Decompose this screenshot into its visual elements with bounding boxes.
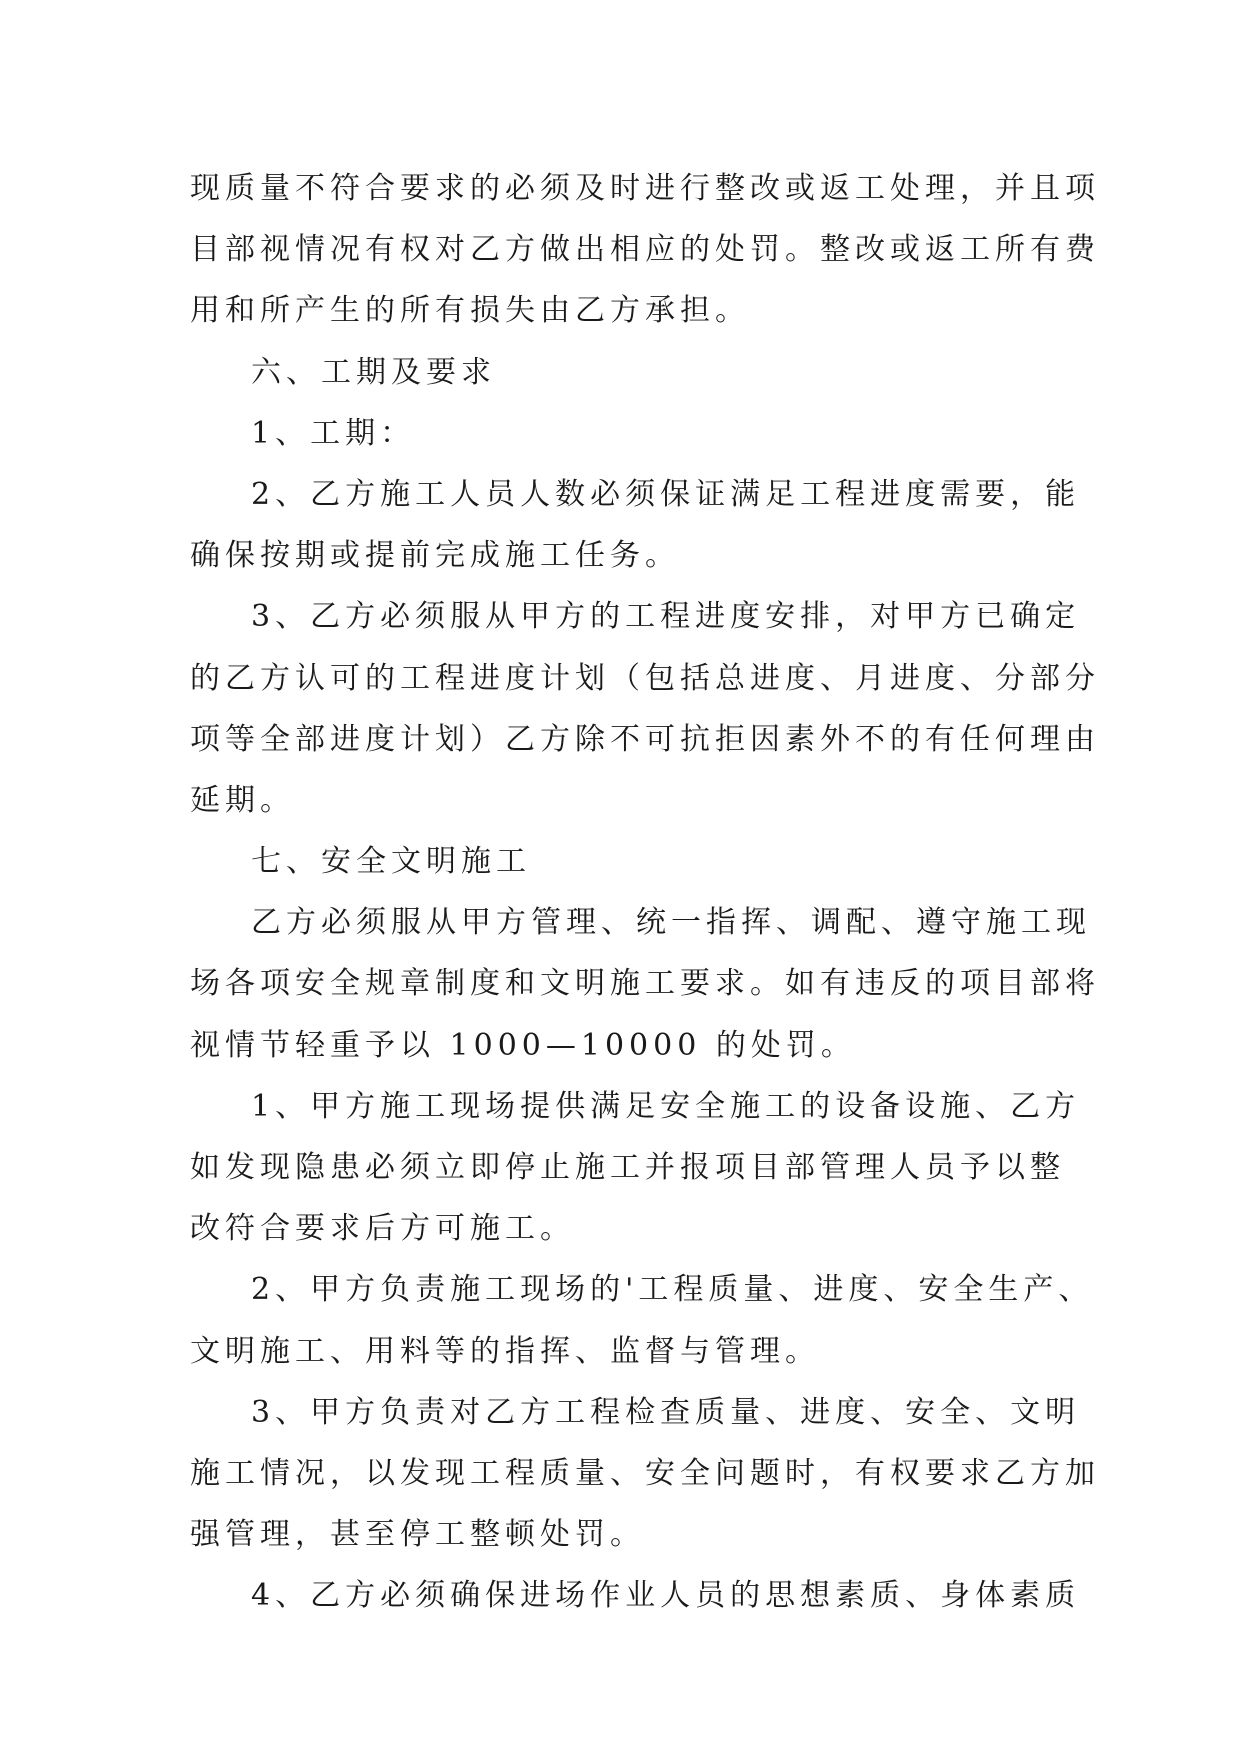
text-line: 强管理，甚至停工整顿处罚。 [190,1517,645,1553]
section-heading-7: 七、安全文明施工 [251,844,531,880]
text-line: 文明施工、用料等的指挥、监督与管理。 [190,1333,820,1369]
text-line: 场各项安全规章制度和文明施工要求。如有违反的项目部将 [190,966,1100,1002]
text-line: 2、乙方施工人员人数必须保证满足工程进度需要，能 [251,476,1081,512]
text-line: 3、甲方负责对乙方工程检查质量、进度、安全、文明 [251,1394,1081,1430]
text-line: 视情节轻重予以 1000—10000 的处罚。 [190,1027,856,1063]
text-line: 1、甲方施工现场提供满足安全施工的设备设施、乙方 [251,1088,1081,1124]
section-heading-6: 六、工期及要求 [251,354,496,390]
text-line: 用和所产生的所有损失由乙方承担。 [190,293,750,329]
text-line: 4、乙方必须确保进场作业人员的思想素质、身体素质 [251,1578,1081,1614]
text-line: 的乙方认可的工程进度计划（包括总进度、月进度、分部分 [190,660,1100,696]
text-line: 如发现隐患必须立即停止施工并报项目部管理人员予以整 [190,1150,1065,1185]
text-line: 2、甲方负责施工现场的'工程质量、进度、安全生产、 [251,1272,1094,1308]
text-line: 1、工期： [251,415,416,451]
text-line: 延期。 [190,782,295,818]
text-line: 施工情况，以发现工程质量、安全问题时，有权要求乙方加 [190,1455,1100,1491]
text-line: 3、乙方必须服从甲方的工程进度安排，对甲方已确定 [251,599,1081,635]
text-line: 乙方必须服从甲方管理、统一指挥、调配、遵守施工现 [251,905,1091,941]
text-line: 项等全部进度计划）乙方除不可抗拒因素外不的有任何理由 [190,721,1100,757]
text-line: 目部视情况有权对乙方做出相应的处罚。整改或返工所有费 [190,232,1100,268]
text-line: 确保按期或提前完成施工任务。 [190,538,680,574]
text-line: 改符合要求后方可施工。 [190,1211,575,1247]
document-body [190,158,1100,1627]
text-line: 现质量不符合要求的必须及时进行整改或返工处理，并且项 [190,171,1100,206]
